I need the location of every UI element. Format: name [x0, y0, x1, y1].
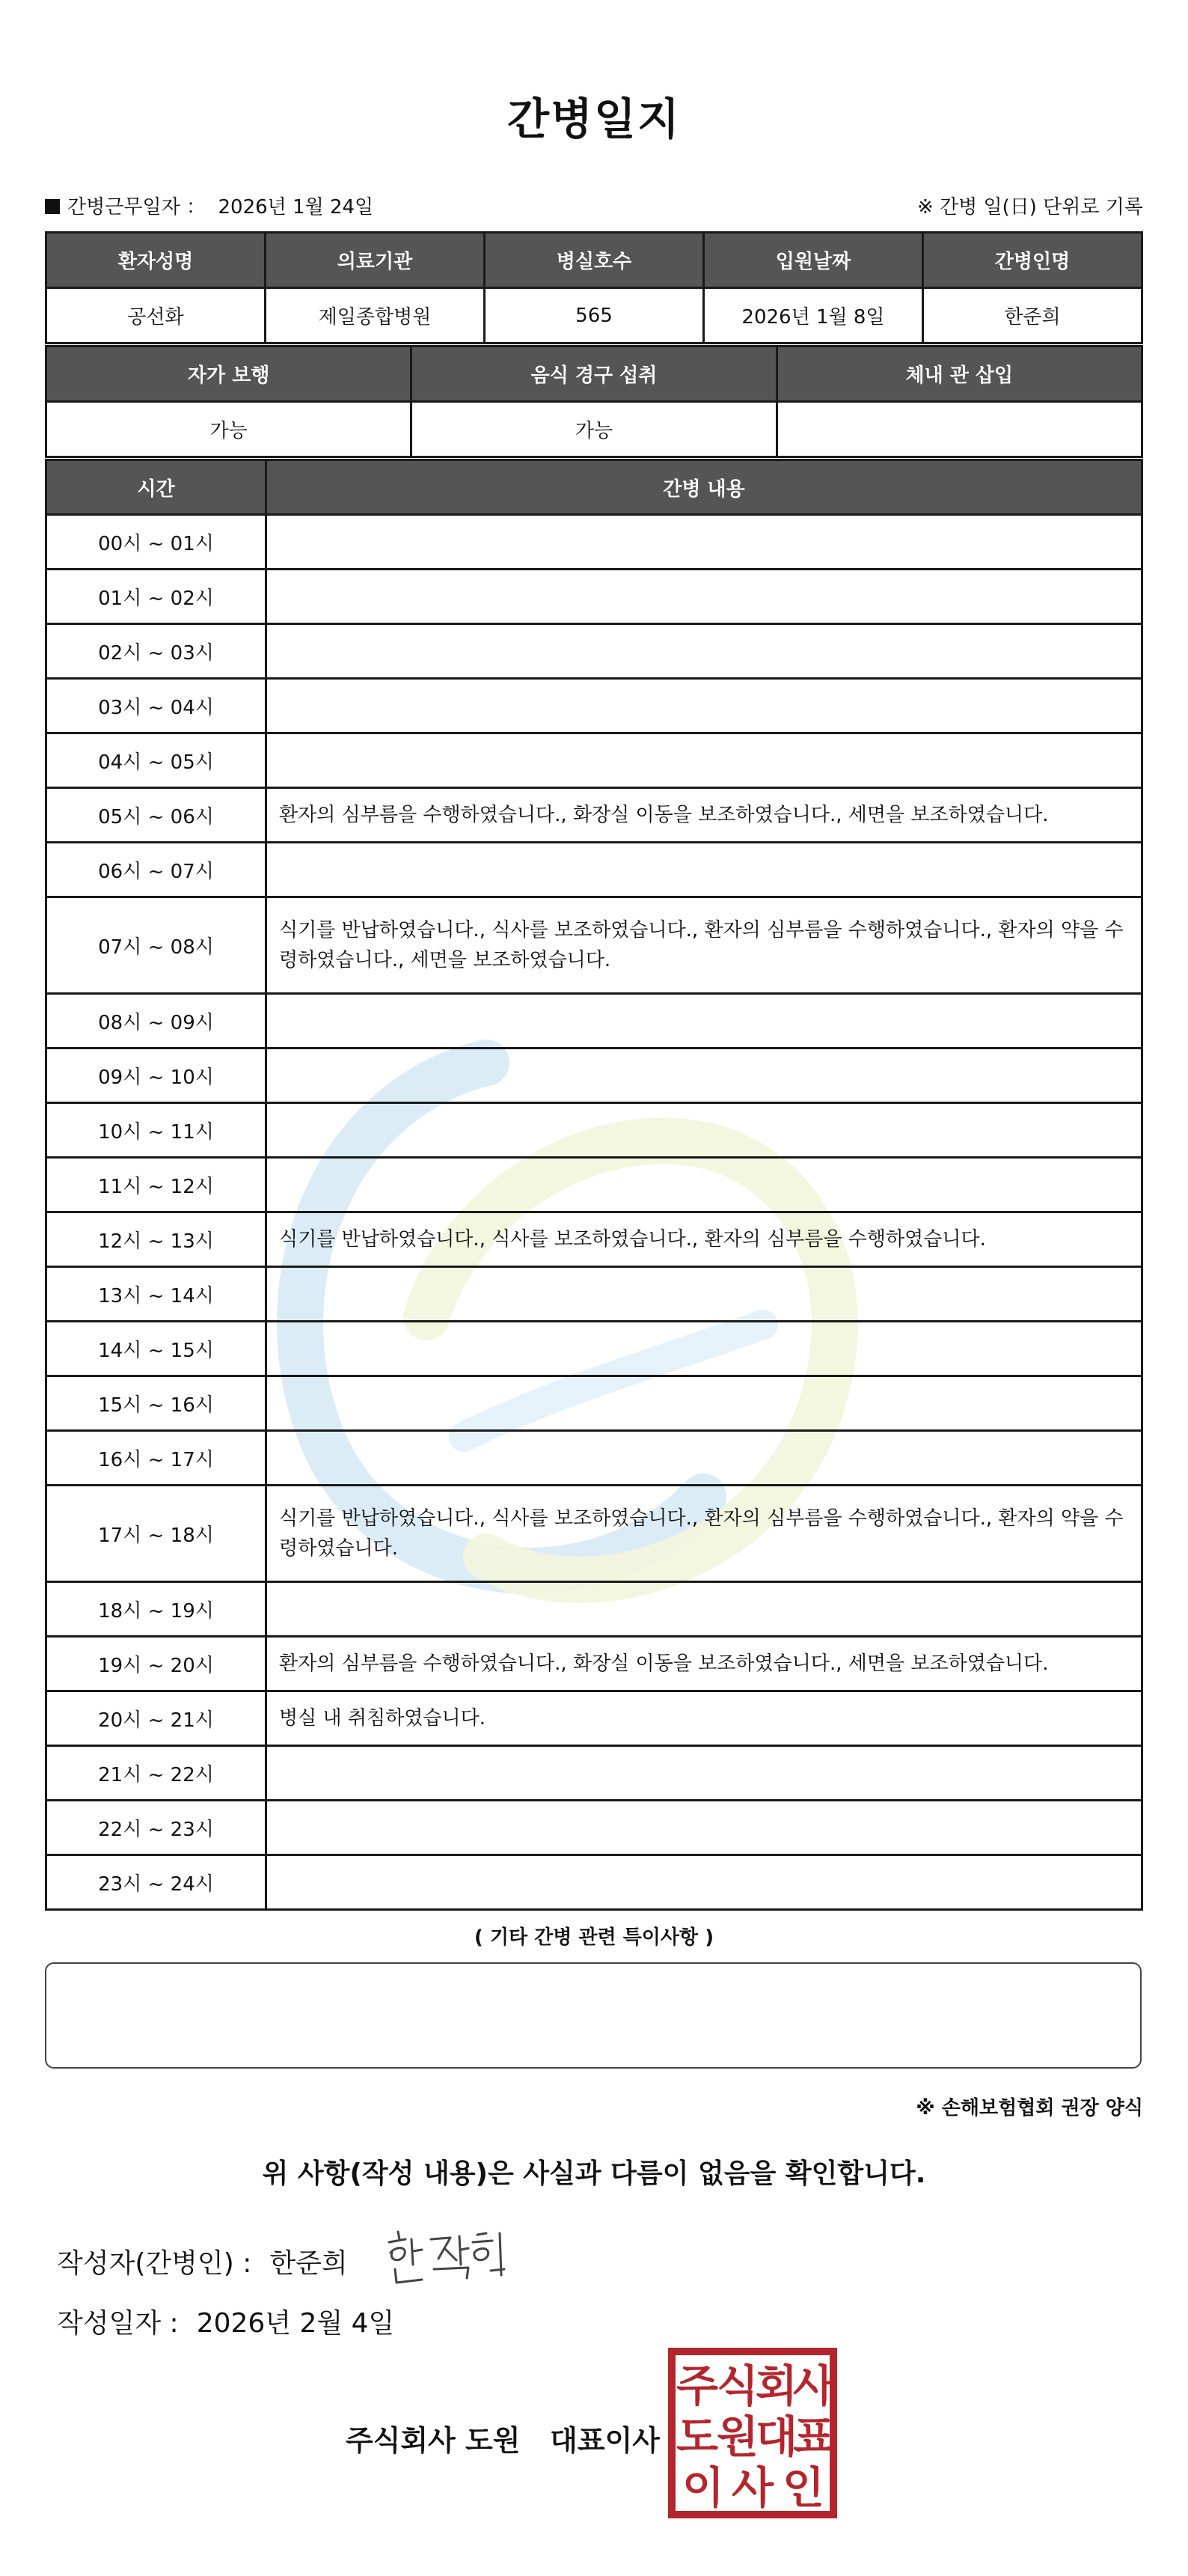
header-room: 병실호수: [485, 233, 704, 288]
table-row: [46, 1691, 1142, 1746]
writing-date-value: 2026년 2월 4일: [196, 2308, 395, 2339]
svg-text:이: 이: [682, 2462, 725, 2513]
writing-date-label: 작성일자 :: [57, 2308, 179, 2339]
time-slot-cell: 23시 ~ 24시: [46, 1855, 266, 1910]
care-log-body: [46, 515, 1142, 1910]
care-content-cell: [266, 994, 1142, 1049]
header-hospital: 의료기관: [266, 233, 485, 288]
time-slot-cell: 03시 ~ 04시: [46, 679, 266, 733]
time-slot-cell: 07시 ~ 08시: [46, 897, 266, 994]
self-walking-cell: 가능: [46, 402, 411, 457]
status-header-row: [46, 347, 1142, 402]
work-date-value: 2026년 1월 24일: [218, 196, 374, 219]
header-caregiver: 간병인명: [923, 233, 1142, 288]
time-slot-cell: 14시 ~ 15시: [46, 1322, 266, 1376]
table-row: [46, 1746, 1142, 1801]
tube-insertion-cell: [777, 402, 1142, 457]
writer-name: 한준희: [269, 2248, 348, 2279]
table-row: [46, 1637, 1142, 1691]
time-slot-cell: 22시 ~ 23시: [46, 1801, 266, 1855]
time-slot-cell: 12시 ~ 13시: [46, 1212, 266, 1267]
header-tube-insertion: 체내 관 삽입: [777, 347, 1142, 402]
svg-text:사: 사: [731, 2462, 774, 2513]
svg-text:원: 원: [716, 2411, 759, 2462]
time-slot-cell: 11시 ~ 12시: [46, 1158, 266, 1212]
writing-date-line: [57, 2302, 394, 2340]
time-slot-cell: 16시 ~ 17시: [46, 1431, 266, 1486]
caregiver-cell: 한준희: [923, 288, 1142, 344]
care-content-cell: [266, 1801, 1142, 1855]
care-content-cell: [266, 1322, 1142, 1376]
work-date-label: 간병근무일자 ：: [67, 196, 206, 219]
table-row: [46, 1267, 1142, 1322]
header-time: 시간: [46, 460, 266, 515]
svg-text:회: 회: [755, 2360, 798, 2411]
time-slot-cell: 21시 ~ 22시: [46, 1746, 266, 1801]
care-content-cell: [266, 733, 1142, 788]
table-row: [46, 1103, 1142, 1158]
care-content-cell: 병실 내 취침하였습니다.: [266, 1691, 1142, 1746]
table-row: [46, 624, 1142, 679]
care-content-cell: [266, 1431, 1142, 1486]
time-slot-cell: 19시 ~ 20시: [46, 1637, 266, 1691]
table-row: [46, 1049, 1142, 1103]
care-content-cell: 식기를 반납하였습니다., 식사를 보조하였습니다., 환자의 심부름을 수행하였습니다., 환자의 약을 수령하였습니다., 세면을 보조하였습니다.: [266, 897, 1142, 994]
status-value-row: [46, 402, 1142, 457]
header-admission-date: 입원날짜: [704, 233, 923, 288]
svg-text:표: 표: [792, 2411, 836, 2462]
time-slot-cell: 06시 ~ 07시: [46, 843, 266, 897]
record-unit-note: ※ 간병 일(日) 단위로 기록: [916, 196, 1143, 219]
care-content-cell: 식기를 반납하였습니다., 식사를 보조하였습니다., 환자의 심부름을 수행하였습니다., 환자의 약을 수령하였습니다.: [266, 1486, 1142, 1582]
patient-info-value-row: [46, 288, 1142, 344]
patient-info-table: [45, 231, 1143, 344]
care-content-cell: [266, 1855, 1142, 1910]
svg-text:대: 대: [755, 2411, 798, 2462]
time-slot-cell: 13시 ~ 14시: [46, 1267, 266, 1322]
oral-intake-cell: 가능: [411, 402, 777, 457]
care-content-cell: [266, 1582, 1142, 1637]
table-row: [46, 515, 1142, 570]
special-notes-box: [45, 1962, 1142, 2069]
care-content-cell: [266, 624, 1142, 679]
time-slot-cell: 02시 ~ 03시: [46, 624, 266, 679]
handwritten-signature: [379, 2223, 513, 2290]
care-content-cell: 식기를 반납하였습니다., 식사를 보조하였습니다., 환자의 심부름을 수행하였습니다.: [266, 1212, 1142, 1267]
patient-name-cell: 공선화: [46, 288, 266, 344]
care-content-cell: [266, 1376, 1142, 1431]
time-slot-cell: 17시 ~ 18시: [46, 1486, 266, 1582]
care-content-cell: [266, 1158, 1142, 1212]
table-row: [46, 679, 1142, 733]
table-row: [46, 1376, 1142, 1431]
header-patient-name: 환자성명: [46, 233, 266, 288]
table-row: [46, 570, 1142, 624]
company-name: 주식회사 도원 대표이사: [346, 2424, 660, 2457]
header-care-content: 간병 내용: [266, 460, 1142, 515]
table-row: [46, 897, 1142, 994]
writer-label: 작성자(간병인) :: [57, 2248, 252, 2279]
care-content-cell: [266, 843, 1142, 897]
header-self-walking: 자가 보행: [46, 347, 411, 402]
confirmation-statement: 위 사항(작성 내용)은 사실과 다름이 없음을 확인합니다.: [262, 2158, 926, 2189]
care-content-cell: [266, 1267, 1142, 1322]
care-content-cell: [266, 515, 1142, 570]
table-row: [46, 843, 1142, 897]
page-title: 간병일지: [506, 94, 682, 144]
patient-status-table: [45, 345, 1143, 458]
table-row: [46, 1322, 1142, 1376]
special-notes-title: ( 기타 간병 관련 특이사항 ): [474, 1926, 714, 1949]
svg-text:식: 식: [716, 2360, 759, 2411]
care-content-cell: [266, 679, 1142, 733]
square-bullet-icon: [45, 199, 60, 214]
time-slot-cell: 04시 ~ 05시: [46, 733, 266, 788]
table-row: [46, 1582, 1142, 1637]
svg-text:인: 인: [782, 2462, 825, 2513]
recommendation-note: ※ 손해보험협회 권장 양식: [916, 2097, 1143, 2119]
patient-info-header-row: [46, 233, 1142, 288]
table-row: [46, 1801, 1142, 1855]
table-row: [46, 788, 1142, 843]
care-content-cell: 환자의 심부름을 수행하였습니다., 화장실 이동을 보조하였습니다., 세면을 보조하였습니다.: [266, 788, 1142, 843]
table-row: [46, 1855, 1142, 1910]
care-content-cell: [266, 1049, 1142, 1103]
table-row: [46, 1431, 1142, 1486]
room-cell: 565: [485, 288, 704, 344]
writer-line: [57, 2242, 348, 2280]
svg-text:사: 사: [792, 2360, 836, 2411]
table-row: [46, 733, 1142, 788]
care-content-cell: [266, 570, 1142, 624]
time-slot-cell: 18시 ~ 19시: [46, 1582, 266, 1637]
time-slot-cell: 01시 ~ 02시: [46, 570, 266, 624]
hospital-cell: 제일종합병원: [266, 288, 485, 344]
care-content-cell: [266, 1746, 1142, 1801]
header-oral-intake: 음식 경구 섭취: [411, 347, 777, 402]
time-slot-cell: 00시 ~ 01시: [46, 515, 266, 570]
table-row: [46, 994, 1142, 1049]
care-log-table: [45, 459, 1143, 1911]
svg-text:도: 도: [676, 2411, 719, 2462]
time-slot-cell: 05시 ~ 06시: [46, 788, 266, 843]
time-slot-cell: 09시 ~ 10시: [46, 1049, 266, 1103]
time-slot-cell: 20시 ~ 21시: [46, 1691, 266, 1746]
company-seal-stamp: [667, 2347, 838, 2519]
time-slot-cell: 08시 ~ 09시: [46, 994, 266, 1049]
care-content-cell: [266, 1103, 1142, 1158]
time-slot-cell: 15시 ~ 16시: [46, 1376, 266, 1431]
table-row: [46, 1158, 1142, 1212]
work-date-line: [45, 192, 373, 219]
care-content-cell: 환자의 심부름을 수행하였습니다., 화장실 이동을 보조하였습니다., 세면을 보조하였습니다.: [266, 1637, 1142, 1691]
time-slot-cell: 10시 ~ 11시: [46, 1103, 266, 1158]
table-row: [46, 1212, 1142, 1267]
admission-date-cell: 2026년 1월 8일: [704, 288, 923, 344]
table-row: [46, 1486, 1142, 1582]
svg-text:주: 주: [676, 2360, 719, 2411]
care-log-header-row: [46, 460, 1142, 515]
